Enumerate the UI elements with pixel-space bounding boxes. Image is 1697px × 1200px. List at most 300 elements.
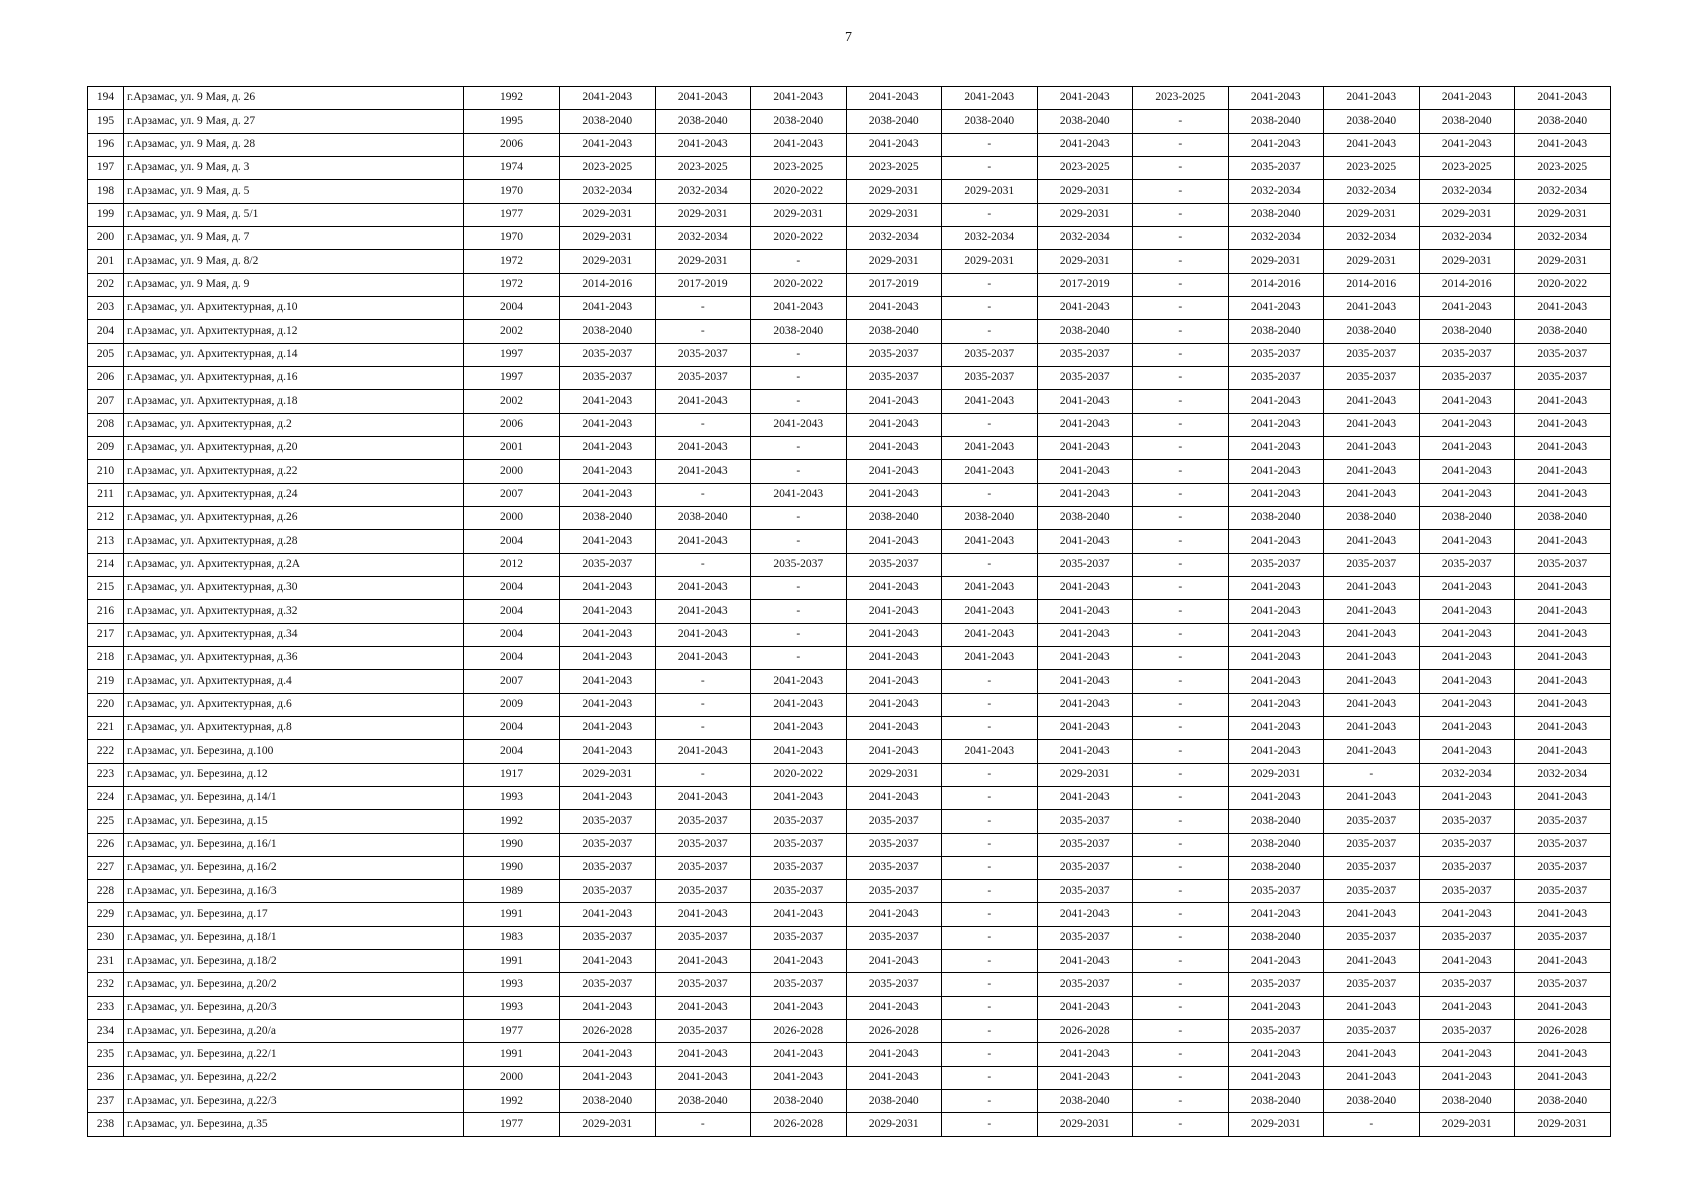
period-cell-9: 2041-2043 bbox=[1324, 413, 1420, 436]
period-cell-7: - bbox=[1133, 1020, 1229, 1043]
row-number-cell: 231 bbox=[88, 950, 124, 973]
period-cell-11: 2032-2034 bbox=[1515, 226, 1611, 249]
row-number-cell: 224 bbox=[88, 786, 124, 809]
period-cell-9: 2035-2037 bbox=[1324, 343, 1420, 366]
period-cell-1: 2035-2037 bbox=[560, 880, 656, 903]
period-cell-9: 2041-2043 bbox=[1324, 623, 1420, 646]
period-cell-8: 2041-2043 bbox=[1228, 996, 1324, 1019]
period-cell-10: 2041-2043 bbox=[1419, 1043, 1515, 1066]
period-cell-6: 2041-2043 bbox=[1037, 460, 1133, 483]
period-cell-10: 2041-2043 bbox=[1419, 483, 1515, 506]
period-cell-11: 2041-2043 bbox=[1515, 950, 1611, 973]
period-cell-1: 2041-2043 bbox=[560, 670, 656, 693]
period-cell-3: 2020-2022 bbox=[751, 180, 847, 203]
row-number-cell: 210 bbox=[88, 460, 124, 483]
year-cell: 2004 bbox=[464, 646, 560, 669]
address-cell: г.Арзамас, ул. Березина, д.22/2 bbox=[124, 1066, 464, 1089]
period-cell-2: - bbox=[655, 296, 751, 319]
period-cell-8: 2035-2037 bbox=[1228, 553, 1324, 576]
row-number-cell: 229 bbox=[88, 903, 124, 926]
address-cell: г.Арзамас, ул. Березина, д.17 bbox=[124, 903, 464, 926]
period-cell-4: 2038-2040 bbox=[846, 1090, 942, 1113]
period-cell-4: 2029-2031 bbox=[846, 203, 942, 226]
period-cell-2: 2041-2043 bbox=[655, 950, 751, 973]
period-cell-4: 2041-2043 bbox=[846, 950, 942, 973]
period-cell-4: 2041-2043 bbox=[846, 670, 942, 693]
period-cell-11: 2038-2040 bbox=[1515, 110, 1611, 133]
table-row bbox=[88, 156, 1611, 179]
period-cell-4: 2041-2043 bbox=[846, 646, 942, 669]
period-cell-5: - bbox=[942, 716, 1038, 739]
period-cell-1: 2023-2025 bbox=[560, 156, 656, 179]
year-cell: 2004 bbox=[464, 716, 560, 739]
year-cell: 2012 bbox=[464, 553, 560, 576]
address-cell: г.Арзамас, ул. 9 Мая, д. 28 bbox=[124, 133, 464, 156]
period-cell-4: 2041-2043 bbox=[846, 786, 942, 809]
period-cell-2: - bbox=[655, 1113, 751, 1136]
row-number-cell: 217 bbox=[88, 623, 124, 646]
period-cell-3: - bbox=[751, 530, 847, 553]
period-cell-6: 2041-2043 bbox=[1037, 670, 1133, 693]
period-cell-4: 2035-2037 bbox=[846, 880, 942, 903]
period-cell-4: 2029-2031 bbox=[846, 1113, 942, 1136]
period-cell-5: 2041-2043 bbox=[942, 436, 1038, 459]
period-cell-5: 2029-2031 bbox=[942, 180, 1038, 203]
period-cell-6: 2041-2043 bbox=[1037, 1066, 1133, 1089]
period-cell-2: - bbox=[655, 483, 751, 506]
row-number-cell: 200 bbox=[88, 226, 124, 249]
period-cell-4: 2035-2037 bbox=[846, 553, 942, 576]
period-cell-5: 2038-2040 bbox=[942, 506, 1038, 529]
period-cell-3: 2035-2037 bbox=[751, 810, 847, 833]
row-number-cell: 223 bbox=[88, 763, 124, 786]
period-cell-4: 2041-2043 bbox=[846, 483, 942, 506]
period-cell-2: 2023-2025 bbox=[655, 156, 751, 179]
year-cell: 2006 bbox=[464, 413, 560, 436]
period-cell-6: 2041-2043 bbox=[1037, 436, 1133, 459]
period-cell-2: - bbox=[655, 553, 751, 576]
period-cell-11: 2041-2043 bbox=[1515, 903, 1611, 926]
period-cell-6: 2041-2043 bbox=[1037, 646, 1133, 669]
period-cell-11: 2026-2028 bbox=[1515, 1020, 1611, 1043]
period-cell-9: 2041-2043 bbox=[1324, 1066, 1420, 1089]
repair-schedule-table bbox=[87, 86, 1611, 1137]
period-cell-10: 2041-2043 bbox=[1419, 530, 1515, 553]
period-cell-3: 2035-2037 bbox=[751, 973, 847, 996]
period-cell-2: 2041-2043 bbox=[655, 996, 751, 1019]
period-cell-1: 2041-2043 bbox=[560, 716, 656, 739]
period-cell-8: 2029-2031 bbox=[1228, 1113, 1324, 1136]
period-cell-10: 2041-2043 bbox=[1419, 460, 1515, 483]
year-cell: 2004 bbox=[464, 576, 560, 599]
period-cell-2: 2041-2043 bbox=[655, 576, 751, 599]
table-row bbox=[88, 273, 1611, 296]
period-cell-2: 2038-2040 bbox=[655, 506, 751, 529]
period-cell-9: 2035-2037 bbox=[1324, 366, 1420, 389]
period-cell-6: 2029-2031 bbox=[1037, 250, 1133, 273]
period-cell-2: 2041-2043 bbox=[655, 1043, 751, 1066]
period-cell-7: - bbox=[1133, 623, 1229, 646]
period-cell-7: - bbox=[1133, 156, 1229, 179]
period-cell-7: - bbox=[1133, 483, 1229, 506]
address-cell: г.Арзамас, ул. Березина, д.16/2 bbox=[124, 856, 464, 879]
period-cell-3: - bbox=[751, 390, 847, 413]
period-cell-10: 2041-2043 bbox=[1419, 600, 1515, 623]
period-cell-7: - bbox=[1133, 950, 1229, 973]
period-cell-2: - bbox=[655, 413, 751, 436]
row-number-cell: 218 bbox=[88, 646, 124, 669]
period-cell-10: 2035-2037 bbox=[1419, 926, 1515, 949]
period-cell-2: 2035-2037 bbox=[655, 366, 751, 389]
period-cell-6: 2029-2031 bbox=[1037, 1113, 1133, 1136]
period-cell-10: 2041-2043 bbox=[1419, 903, 1515, 926]
row-number-cell: 204 bbox=[88, 320, 124, 343]
period-cell-9: 2023-2025 bbox=[1324, 156, 1420, 179]
period-cell-9: 2041-2043 bbox=[1324, 390, 1420, 413]
row-number-cell: 228 bbox=[88, 880, 124, 903]
period-cell-4: 2035-2037 bbox=[846, 973, 942, 996]
period-cell-6: 2041-2043 bbox=[1037, 996, 1133, 1019]
table-row bbox=[88, 483, 1611, 506]
period-cell-11: 2032-2034 bbox=[1515, 763, 1611, 786]
period-cell-10: 2032-2034 bbox=[1419, 180, 1515, 203]
period-cell-6: 2041-2043 bbox=[1037, 483, 1133, 506]
row-number-cell: 202 bbox=[88, 273, 124, 296]
period-cell-7: - bbox=[1133, 296, 1229, 319]
period-cell-11: 2041-2043 bbox=[1515, 413, 1611, 436]
period-cell-9: 2041-2043 bbox=[1324, 786, 1420, 809]
row-number-cell: 233 bbox=[88, 996, 124, 1019]
table-row bbox=[88, 600, 1611, 623]
table-row bbox=[88, 506, 1611, 529]
period-cell-9: 2041-2043 bbox=[1324, 903, 1420, 926]
period-cell-5: 2041-2043 bbox=[942, 87, 1038, 110]
address-cell: г.Арзамас, ул. Березина, д.22/1 bbox=[124, 1043, 464, 1066]
period-cell-11: 2041-2043 bbox=[1515, 740, 1611, 763]
period-cell-9: 2035-2037 bbox=[1324, 833, 1420, 856]
address-cell: г.Арзамас, ул. Архитектурная, д.2 bbox=[124, 413, 464, 436]
period-cell-10: 2041-2043 bbox=[1419, 740, 1515, 763]
period-cell-6: 2041-2043 bbox=[1037, 903, 1133, 926]
period-cell-11: 2035-2037 bbox=[1515, 856, 1611, 879]
period-cell-9: 2041-2043 bbox=[1324, 460, 1420, 483]
period-cell-8: 2041-2043 bbox=[1228, 786, 1324, 809]
row-number-cell: 221 bbox=[88, 716, 124, 739]
period-cell-4: 2041-2043 bbox=[846, 600, 942, 623]
period-cell-7: - bbox=[1133, 553, 1229, 576]
period-cell-9: 2029-2031 bbox=[1324, 203, 1420, 226]
period-cell-2: - bbox=[655, 763, 751, 786]
period-cell-11: 2035-2037 bbox=[1515, 553, 1611, 576]
period-cell-2: 2017-2019 bbox=[655, 273, 751, 296]
address-cell: г.Арзамас, ул. Березина, д.14/1 bbox=[124, 786, 464, 809]
period-cell-4: 2035-2037 bbox=[846, 833, 942, 856]
period-cell-8: 2029-2031 bbox=[1228, 250, 1324, 273]
period-cell-6: 2035-2037 bbox=[1037, 343, 1133, 366]
period-cell-3: 2038-2040 bbox=[751, 320, 847, 343]
table-row bbox=[88, 390, 1611, 413]
year-cell: 1993 bbox=[464, 996, 560, 1019]
period-cell-3: 2041-2043 bbox=[751, 413, 847, 436]
period-cell-1: 2041-2043 bbox=[560, 483, 656, 506]
period-cell-4: 2026-2028 bbox=[846, 1020, 942, 1043]
period-cell-7: - bbox=[1133, 436, 1229, 459]
period-cell-1: 2041-2043 bbox=[560, 600, 656, 623]
period-cell-10: 2038-2040 bbox=[1419, 320, 1515, 343]
period-cell-8: 2041-2043 bbox=[1228, 483, 1324, 506]
period-cell-6: 2041-2043 bbox=[1037, 693, 1133, 716]
table-row bbox=[88, 413, 1611, 436]
period-cell-11: 2041-2043 bbox=[1515, 460, 1611, 483]
row-number-cell: 232 bbox=[88, 973, 124, 996]
period-cell-7: - bbox=[1133, 903, 1229, 926]
period-cell-10: 2041-2043 bbox=[1419, 623, 1515, 646]
table-row bbox=[88, 670, 1611, 693]
period-cell-4: 2041-2043 bbox=[846, 1066, 942, 1089]
period-cell-3: 2041-2043 bbox=[751, 786, 847, 809]
address-cell: г.Арзамас, ул. 9 Мая, д. 26 bbox=[124, 87, 464, 110]
period-cell-6: 2041-2043 bbox=[1037, 576, 1133, 599]
period-cell-11: 2032-2034 bbox=[1515, 180, 1611, 203]
period-cell-2: 2032-2034 bbox=[655, 226, 751, 249]
table-row bbox=[88, 1020, 1611, 1043]
address-cell: г.Арзамас, ул. 9 Мая, д. 7 bbox=[124, 226, 464, 249]
period-cell-8: 2041-2043 bbox=[1228, 133, 1324, 156]
period-cell-6: 2035-2037 bbox=[1037, 553, 1133, 576]
period-cell-2: 2041-2043 bbox=[655, 133, 751, 156]
period-cell-4: 2017-2019 bbox=[846, 273, 942, 296]
year-cell: 1993 bbox=[464, 973, 560, 996]
period-cell-3: - bbox=[751, 343, 847, 366]
year-cell: 2006 bbox=[464, 133, 560, 156]
period-cell-4: 2035-2037 bbox=[846, 856, 942, 879]
period-cell-2: 2041-2043 bbox=[655, 740, 751, 763]
period-cell-1: 2038-2040 bbox=[560, 1090, 656, 1113]
period-cell-10: 2029-2031 bbox=[1419, 1113, 1515, 1136]
table-row bbox=[88, 716, 1611, 739]
period-cell-11: 2041-2043 bbox=[1515, 693, 1611, 716]
period-cell-7: 2023-2025 bbox=[1133, 87, 1229, 110]
year-cell: 1972 bbox=[464, 250, 560, 273]
year-cell: 1992 bbox=[464, 810, 560, 833]
year-cell: 2000 bbox=[464, 1066, 560, 1089]
period-cell-3: - bbox=[751, 646, 847, 669]
period-cell-3: 2041-2043 bbox=[751, 903, 847, 926]
period-cell-7: - bbox=[1133, 273, 1229, 296]
period-cell-1: 2035-2037 bbox=[560, 343, 656, 366]
period-cell-4: 2041-2043 bbox=[846, 623, 942, 646]
period-cell-6: 2038-2040 bbox=[1037, 506, 1133, 529]
period-cell-10: 2041-2043 bbox=[1419, 390, 1515, 413]
period-cell-10: 2038-2040 bbox=[1419, 1090, 1515, 1113]
period-cell-7: - bbox=[1133, 133, 1229, 156]
address-cell: г.Арзамас, ул. 9 Мая, д. 9 bbox=[124, 273, 464, 296]
period-cell-3: 2035-2037 bbox=[751, 926, 847, 949]
table-row bbox=[88, 226, 1611, 249]
period-cell-10: 2035-2037 bbox=[1419, 833, 1515, 856]
row-number-cell: 199 bbox=[88, 203, 124, 226]
year-cell: 1997 bbox=[464, 366, 560, 389]
period-cell-9: 2041-2043 bbox=[1324, 693, 1420, 716]
period-cell-1: 2029-2031 bbox=[560, 203, 656, 226]
table-row bbox=[88, 926, 1611, 949]
period-cell-3: 2041-2043 bbox=[751, 296, 847, 319]
period-cell-7: - bbox=[1133, 506, 1229, 529]
period-cell-6: 2041-2043 bbox=[1037, 786, 1133, 809]
period-cell-5: - bbox=[942, 880, 1038, 903]
period-cell-2: 2041-2043 bbox=[655, 786, 751, 809]
period-cell-5: 2041-2043 bbox=[942, 740, 1038, 763]
period-cell-5: - bbox=[942, 203, 1038, 226]
period-cell-9: 2041-2043 bbox=[1324, 1043, 1420, 1066]
period-cell-3: - bbox=[751, 506, 847, 529]
period-cell-9: 2041-2043 bbox=[1324, 296, 1420, 319]
period-cell-10: 2041-2043 bbox=[1419, 133, 1515, 156]
period-cell-10: 2035-2037 bbox=[1419, 880, 1515, 903]
period-cell-5: - bbox=[942, 950, 1038, 973]
period-cell-8: 2041-2043 bbox=[1228, 623, 1324, 646]
period-cell-4: 2041-2043 bbox=[846, 530, 942, 553]
address-cell: г.Арзамас, ул. Архитектурная, д.34 bbox=[124, 623, 464, 646]
period-cell-1: 2035-2037 bbox=[560, 973, 656, 996]
period-cell-1: 2041-2043 bbox=[560, 436, 656, 459]
table-row bbox=[88, 250, 1611, 273]
period-cell-10: 2041-2043 bbox=[1419, 87, 1515, 110]
period-cell-5: 2041-2043 bbox=[942, 600, 1038, 623]
period-cell-7: - bbox=[1133, 343, 1229, 366]
period-cell-5: - bbox=[942, 413, 1038, 436]
row-number-cell: 226 bbox=[88, 833, 124, 856]
period-cell-4: 2035-2037 bbox=[846, 343, 942, 366]
period-cell-4: 2041-2043 bbox=[846, 1043, 942, 1066]
table-row bbox=[88, 436, 1611, 459]
period-cell-9: 2041-2043 bbox=[1324, 716, 1420, 739]
year-cell: 2002 bbox=[464, 390, 560, 413]
period-cell-3: 2041-2043 bbox=[751, 740, 847, 763]
period-cell-5: - bbox=[942, 670, 1038, 693]
period-cell-10: 2041-2043 bbox=[1419, 436, 1515, 459]
address-cell: г.Арзамас, ул. 9 Мая, д. 8/2 bbox=[124, 250, 464, 273]
table-row bbox=[88, 763, 1611, 786]
table-row bbox=[88, 646, 1611, 669]
period-cell-9: 2014-2016 bbox=[1324, 273, 1420, 296]
period-cell-9: 2041-2043 bbox=[1324, 133, 1420, 156]
table-row bbox=[88, 833, 1611, 856]
period-cell-4: 2041-2043 bbox=[846, 390, 942, 413]
address-cell: г.Арзамас, ул. 9 Мая, д. 27 bbox=[124, 110, 464, 133]
table-row bbox=[88, 880, 1611, 903]
period-cell-8: 2041-2043 bbox=[1228, 950, 1324, 973]
address-cell: г.Арзамас, ул. Березина, д.18/2 bbox=[124, 950, 464, 973]
period-cell-2: 2038-2040 bbox=[655, 110, 751, 133]
period-cell-6: 2035-2037 bbox=[1037, 973, 1133, 996]
period-cell-9: 2038-2040 bbox=[1324, 1090, 1420, 1113]
year-cell: 1989 bbox=[464, 880, 560, 903]
period-cell-4: 2029-2031 bbox=[846, 180, 942, 203]
period-cell-4: 2032-2034 bbox=[846, 226, 942, 249]
table-row bbox=[88, 623, 1611, 646]
year-cell: 2001 bbox=[464, 436, 560, 459]
period-cell-7: - bbox=[1133, 366, 1229, 389]
period-cell-4: 2041-2043 bbox=[846, 740, 942, 763]
period-cell-6: 2035-2037 bbox=[1037, 833, 1133, 856]
period-cell-5: - bbox=[942, 903, 1038, 926]
period-cell-8: 2041-2043 bbox=[1228, 390, 1324, 413]
period-cell-3: 2038-2040 bbox=[751, 1090, 847, 1113]
period-cell-8: 2041-2043 bbox=[1228, 1066, 1324, 1089]
period-cell-7: - bbox=[1133, 203, 1229, 226]
period-cell-3: 2041-2043 bbox=[751, 716, 847, 739]
period-cell-7: - bbox=[1133, 740, 1229, 763]
period-cell-9: 2038-2040 bbox=[1324, 506, 1420, 529]
period-cell-3: 2041-2043 bbox=[751, 1066, 847, 1089]
address-cell: г.Арзамас, ул. Березина, д.18/1 bbox=[124, 926, 464, 949]
row-number-cell: 211 bbox=[88, 483, 124, 506]
period-cell-1: 2038-2040 bbox=[560, 506, 656, 529]
period-cell-5: - bbox=[942, 1066, 1038, 1089]
period-cell-1: 2038-2040 bbox=[560, 110, 656, 133]
period-cell-11: 2035-2037 bbox=[1515, 366, 1611, 389]
table-row bbox=[88, 133, 1611, 156]
period-cell-1: 2041-2043 bbox=[560, 646, 656, 669]
period-cell-10: 2041-2043 bbox=[1419, 786, 1515, 809]
period-cell-6: 2035-2037 bbox=[1037, 856, 1133, 879]
address-cell: г.Арзамас, ул. Березина, д.20/2 bbox=[124, 973, 464, 996]
period-cell-2: 2035-2037 bbox=[655, 833, 751, 856]
period-cell-3: - bbox=[751, 436, 847, 459]
year-cell: 1992 bbox=[464, 87, 560, 110]
period-cell-10: 2032-2034 bbox=[1419, 226, 1515, 249]
period-cell-5: - bbox=[942, 553, 1038, 576]
period-cell-6: 2041-2043 bbox=[1037, 716, 1133, 739]
period-cell-9: 2041-2043 bbox=[1324, 600, 1420, 623]
table-row bbox=[88, 576, 1611, 599]
period-cell-5: - bbox=[942, 1113, 1038, 1136]
period-cell-9: 2041-2043 bbox=[1324, 670, 1420, 693]
period-cell-3: 2041-2043 bbox=[751, 1043, 847, 1066]
period-cell-1: 2014-2016 bbox=[560, 273, 656, 296]
period-cell-1: 2035-2037 bbox=[560, 366, 656, 389]
period-cell-8: 2041-2043 bbox=[1228, 436, 1324, 459]
year-cell: 1995 bbox=[464, 110, 560, 133]
table-row bbox=[88, 1113, 1611, 1136]
period-cell-1: 2035-2037 bbox=[560, 856, 656, 879]
period-cell-7: - bbox=[1133, 226, 1229, 249]
period-cell-4: 2041-2043 bbox=[846, 576, 942, 599]
table-row bbox=[88, 1090, 1611, 1113]
row-number-cell: 222 bbox=[88, 740, 124, 763]
period-cell-2: - bbox=[655, 716, 751, 739]
period-cell-6: 2041-2043 bbox=[1037, 950, 1133, 973]
period-cell-4: 2035-2037 bbox=[846, 366, 942, 389]
row-number-cell: 238 bbox=[88, 1113, 124, 1136]
row-number-cell: 216 bbox=[88, 600, 124, 623]
period-cell-1: 2041-2043 bbox=[560, 87, 656, 110]
period-cell-11: 2023-2025 bbox=[1515, 156, 1611, 179]
period-cell-4: 2041-2043 bbox=[846, 296, 942, 319]
table-row bbox=[88, 110, 1611, 133]
period-cell-9: 2035-2037 bbox=[1324, 810, 1420, 833]
address-cell: г.Арзамас, ул. Архитектурная, д.30 bbox=[124, 576, 464, 599]
period-cell-5: 2041-2043 bbox=[942, 623, 1038, 646]
period-cell-7: - bbox=[1133, 786, 1229, 809]
period-cell-7: - bbox=[1133, 413, 1229, 436]
address-cell: г.Арзамас, ул. Березина, д.15 bbox=[124, 810, 464, 833]
period-cell-11: 2041-2043 bbox=[1515, 530, 1611, 553]
period-cell-3: - bbox=[751, 460, 847, 483]
row-number-cell: 209 bbox=[88, 436, 124, 459]
year-cell: 2004 bbox=[464, 296, 560, 319]
